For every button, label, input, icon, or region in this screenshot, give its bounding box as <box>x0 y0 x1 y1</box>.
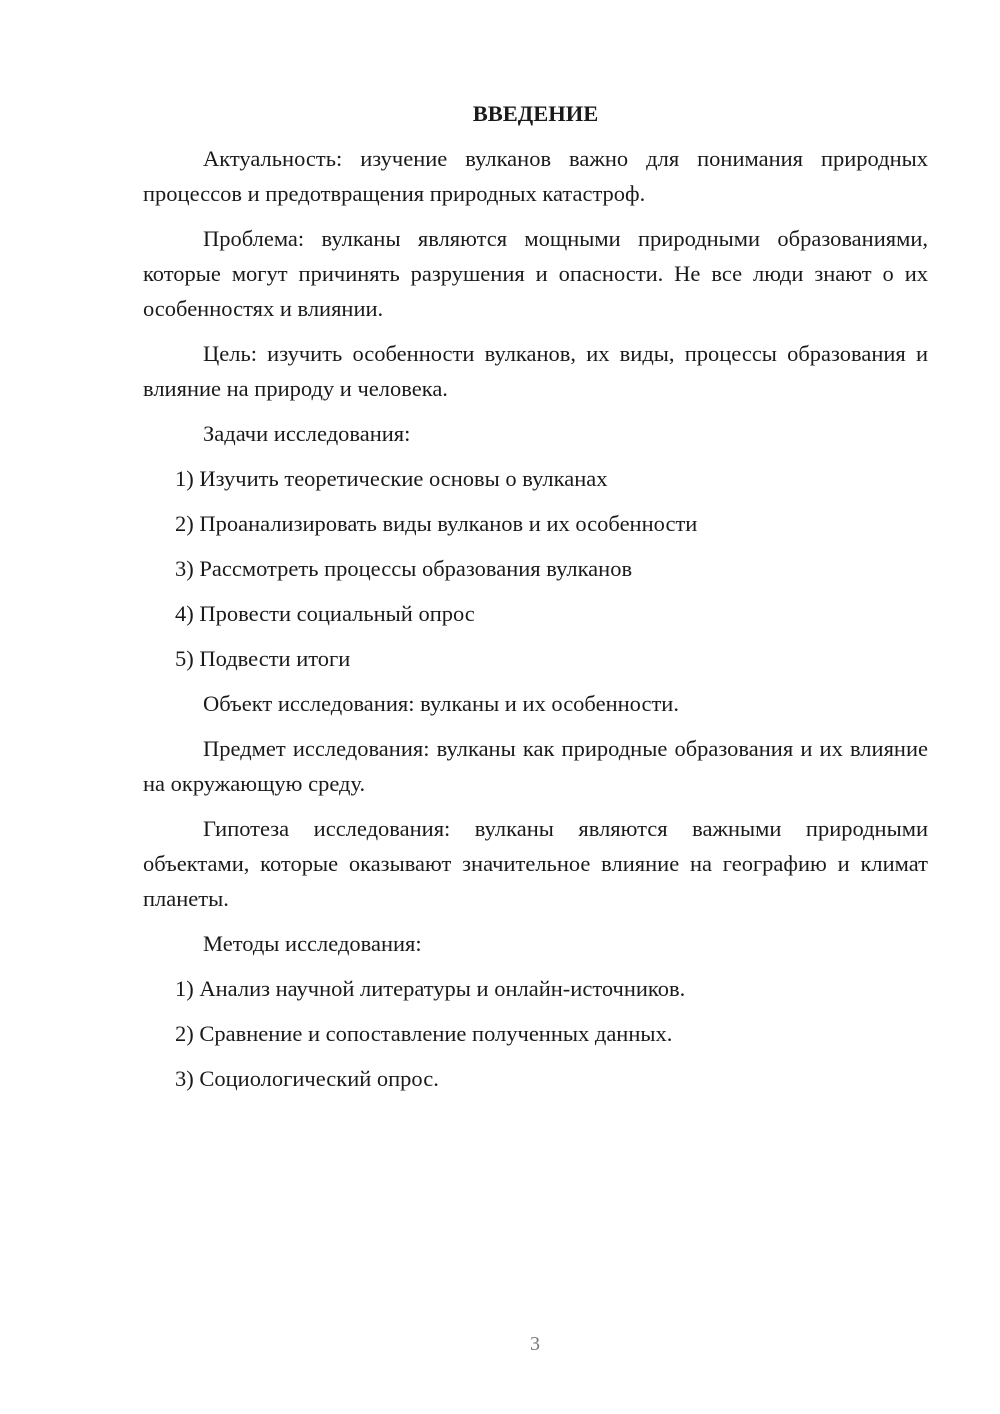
subject-paragraph: Предмет исследования: вулканы как природные образования и их влияние на окружающую среду. <box>143 736 928 796</box>
page-number: 3 <box>530 1333 540 1355</box>
section-title: ВВЕДЕНИЕ <box>472 101 599 126</box>
method-item: 1) Анализ научной литературы и онлайн-источников. <box>175 976 686 1001</box>
methods-heading: Методы исследования: <box>203 931 422 956</box>
hypothesis-paragraph: Гипотеза исследования: вулканы являются важными природными объектами, которые оказывают значительное влияние на географию и климат планеты. <box>143 816 928 911</box>
document-body <box>143 96 928 1106</box>
method-item: 3) Социологический опрос. <box>175 1066 439 1091</box>
object-paragraph: Объект исследования: вулканы и их особенности. <box>203 691 679 716</box>
tasks-list <box>143 461 928 676</box>
problem-paragraph: Проблема: вулканы являются мощными природными образованиями, которые могут причинять разрушения и опасности. Не все люди знают о их особенностях и влиянии. <box>143 226 928 321</box>
goal-paragraph: Цель: изучить особенности вулканов, их виды, процессы образования и влияние на природу и человека. <box>143 341 928 401</box>
method-item: 2) Сравнение и сопоставление полученных данных. <box>175 1021 673 1046</box>
task-item: 5) Подвести итоги <box>175 646 351 671</box>
task-item: 3) Рассмотреть процессы образования вулканов <box>175 556 633 581</box>
task-item: 2) Проанализировать виды вулканов и их особенности <box>175 511 698 536</box>
tasks-heading: Задачи исследования: <box>203 421 411 446</box>
methods-list <box>143 971 928 1096</box>
relevance-paragraph: Актуальность: изучение вулканов важно для понимания природных процессов и предотвращения природных катастроф. <box>143 146 928 206</box>
task-item: 1) Изучить теоретические основы о вулканах <box>175 466 608 491</box>
task-item: 4) Провести социальный опрос <box>175 601 475 626</box>
